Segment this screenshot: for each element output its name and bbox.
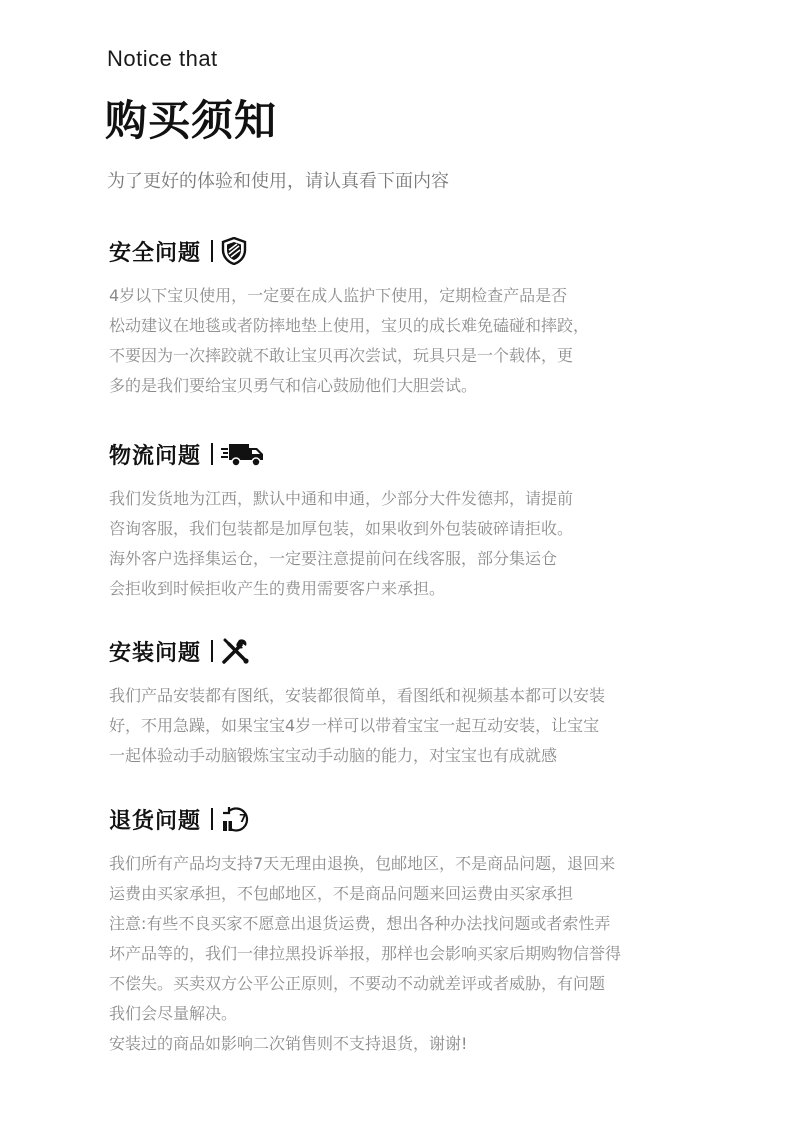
divider xyxy=(211,808,213,830)
paragraph-line: 我们发货地为江西，默认中通和申通，少部分大件发德邦，请提前 xyxy=(109,489,574,508)
return-days-label: 7 xyxy=(239,812,247,825)
section-title: 物流问题 xyxy=(109,443,202,469)
section-header xyxy=(109,801,709,837)
tools-icon xyxy=(221,636,251,666)
section-body xyxy=(109,484,709,604)
seven-day-return-icon xyxy=(221,804,251,834)
paragraph-line: 海外客户选择集运仓，一定要注意提前问在线客服，部分集运仓 xyxy=(109,549,558,568)
section-logistics xyxy=(109,436,709,604)
paragraph-line: 松动建议在地毯或者防摔地垫上使用，宝贝的成长难免磕碰和摔跤， xyxy=(109,316,590,335)
paragraph-line: 安装过的商品如影响二次销售则不支持退货，谢谢! xyxy=(109,1034,468,1053)
page-title: 购买须知 xyxy=(105,96,278,145)
divider xyxy=(211,240,213,262)
eyebrow-text: Notice that xyxy=(107,46,218,71)
section-body xyxy=(109,681,709,771)
paragraph-line: 咨询客服，我们包装都是加厚包装，如果收到外包装破碎请拒收。 xyxy=(109,519,574,538)
paragraph-line: 不要因为一次摔跤就不敢让宝贝再次尝试，玩具只是一个载体，更 xyxy=(109,346,574,365)
paragraph-line: 运费由买家承担，不包邮地区，不是商品问题来回运费由买家承担 xyxy=(109,884,574,903)
paragraph-line: 我们会尽量解决。 xyxy=(109,1004,238,1023)
section-title: 安全问题 xyxy=(109,240,202,266)
section-safety xyxy=(109,233,709,401)
paragraph-line: 注意:有些不良买家不愿意出退货运费，想出各种办法找问题或者索性弄 xyxy=(109,914,611,933)
section-header xyxy=(109,436,709,472)
paragraph-line: 会拒收到时候拒收产生的费用需要客户来承担。 xyxy=(109,579,446,598)
paragraph-line: 一起体验动手动脑锻炼宝宝动手动脑的能力，对宝宝也有成就感 xyxy=(109,746,558,765)
delivery-truck-icon xyxy=(221,439,265,469)
paragraph-line: 坏产品等的，我们一律拉黑投诉举报，那样也会影响买家后期购物信誉得 xyxy=(109,944,622,963)
paragraph-line: 我们所有产品均支持7天无理由退换，包邮地区，不是商品问题，退回来 xyxy=(109,854,616,873)
section-body xyxy=(109,849,709,1059)
section-header xyxy=(109,233,709,269)
section-title: 退货问题 xyxy=(109,808,202,834)
section-installation xyxy=(109,633,709,771)
shield-icon xyxy=(221,236,251,266)
paragraph-line: 好，不用急躁，如果宝宝4岁一样可以带着宝宝一起互动安装，让宝宝 xyxy=(109,716,600,735)
paragraph-line: 不偿失。买卖双方公平公正原则，不要动不动就差评或者威胁，有问题 xyxy=(109,974,606,993)
paragraph-line: 多的是我们要给宝贝勇气和信心鼓励他们大胆尝试。 xyxy=(109,376,478,395)
section-title: 安装问题 xyxy=(109,640,202,666)
paragraph-line: 我们产品安装都有图纸，安装都很简单，看图纸和视频基本都可以安装 xyxy=(109,686,606,705)
paragraph-line: 4岁以下宝贝使用，一定要在成人监护下使用，定期检查产品是否 xyxy=(109,286,568,305)
divider xyxy=(211,640,213,662)
section-returns xyxy=(109,801,709,1059)
section-body xyxy=(109,281,709,401)
divider xyxy=(211,443,213,465)
page-subtitle: 为了更好的体验和使用，请认真看下面内容 xyxy=(107,171,449,192)
section-header xyxy=(109,633,709,669)
